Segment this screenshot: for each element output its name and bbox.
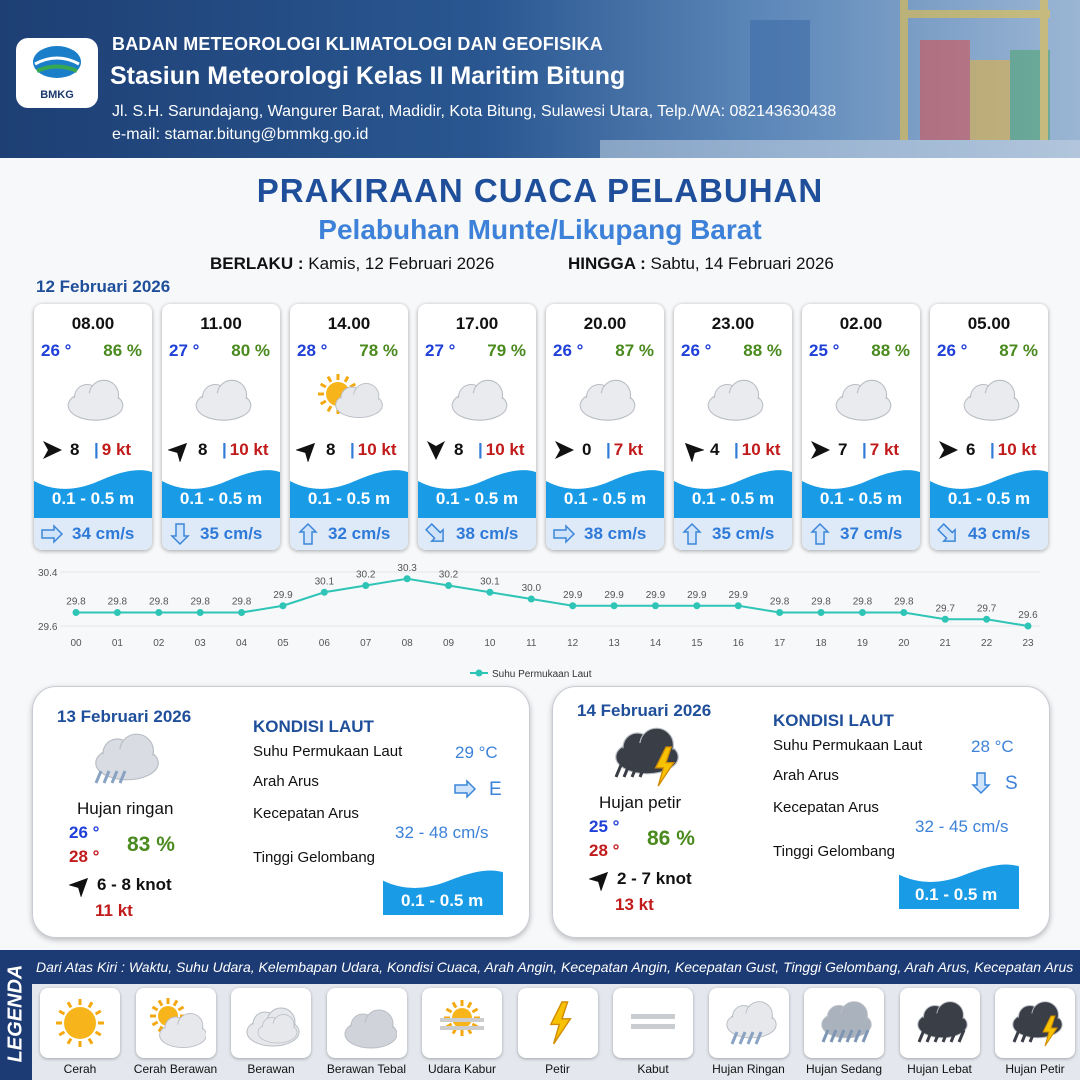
- data-label: 29.8: [231, 596, 252, 608]
- valid-from: [210, 254, 494, 274]
- forecast-card: [290, 304, 408, 550]
- air-temperature: 27 °: [425, 341, 456, 360]
- wave-height: 0.1 - 0.5 m: [563, 489, 647, 508]
- data-label: 29.8: [811, 596, 831, 608]
- gust-value: 10 kt: [229, 440, 269, 459]
- x-tick-label: 00: [70, 638, 82, 649]
- day-date: 13 Februari 2026: [57, 707, 192, 726]
- data-point: [611, 602, 618, 609]
- wind-speed: 6: [966, 440, 976, 459]
- legend-item: [804, 988, 884, 1076]
- wind-speed: 0: [582, 440, 592, 459]
- temp-max: 28 °: [589, 841, 620, 860]
- org-name: BADAN METEOROLOGI KLIMATOLOGI DAN GEOFISIKA: [112, 34, 603, 54]
- email: e-mail: stamar.bitung@bmmkg.go.id: [112, 126, 369, 143]
- current-direction-icon: [936, 522, 960, 546]
- data-point: [404, 575, 411, 582]
- overcast-cloud-icon: [440, 370, 514, 426]
- wind-direction-icon: [69, 873, 93, 902]
- legend-item: [995, 988, 1075, 1076]
- humidity: 86 %: [103, 341, 142, 360]
- wind-direction-icon: [680, 438, 704, 462]
- gust-speed: | 10 kt: [990, 440, 1037, 459]
- forecast-time: 20.00: [583, 314, 627, 333]
- legend-item-label: Petir: [545, 1062, 570, 1076]
- x-tick-label: 19: [856, 638, 868, 649]
- wind-direction-icon: [424, 438, 448, 462]
- current-direction-icon: [168, 522, 192, 546]
- lightning-icon: [518, 988, 598, 1058]
- cloudy-icon: [231, 988, 311, 1058]
- data-label: 30.1: [314, 576, 335, 588]
- air-temperature: 26 °: [681, 341, 712, 360]
- humidity: 88 %: [871, 341, 910, 360]
- x-tick-label: 16: [732, 638, 744, 649]
- wind-direction-icon: [40, 438, 64, 462]
- data-label: 29.9: [728, 589, 748, 601]
- daily-forecast-panel: [552, 686, 1050, 938]
- data-point: [197, 609, 204, 616]
- thunderstorm-icon: [995, 988, 1075, 1058]
- x-tick-label: 23: [1022, 638, 1034, 649]
- y-tick-label: 30.4: [38, 568, 58, 579]
- wind-direction-icon: [296, 438, 320, 462]
- data-label: 29.7: [935, 603, 955, 615]
- legend-item: [518, 988, 598, 1076]
- humidity: 80 %: [231, 341, 270, 360]
- sst-label: Suhu Permukaan Laut: [253, 743, 403, 760]
- sea-surface-temperature-chart: [30, 562, 1050, 682]
- gust-speed: | 10 kt: [478, 440, 525, 459]
- valid-from-label: BERLAKU :: [210, 254, 304, 273]
- current-direction-value: S: [1005, 773, 1018, 794]
- header-banner: [0, 0, 1080, 158]
- wave-height: 0.1 - 0.5 m: [947, 489, 1031, 508]
- day-date: 14 Februari 2026: [577, 701, 712, 720]
- wave-value: 0.1 - 0.5 m: [915, 885, 998, 904]
- legend-label: Suhu Permukaan Laut: [492, 669, 592, 680]
- wave-value: 0.1 - 0.5 m: [401, 891, 484, 910]
- current-direction-icon: [552, 522, 576, 546]
- data-label: 29.6: [1018, 610, 1038, 621]
- wind-speed: 8: [454, 440, 464, 459]
- data-label: 29.9: [687, 589, 707, 601]
- data-point: [818, 609, 825, 616]
- forecast-time: 05.00: [967, 314, 1011, 333]
- data-point: [693, 602, 700, 609]
- current-speed-label: Kecepatan Arus: [253, 805, 359, 822]
- current-direction-label: Arah Arus: [253, 773, 319, 790]
- sea-condition-heading: KONDISI LAUT: [253, 717, 374, 736]
- current-speed: 35 cm/s: [200, 524, 263, 543]
- x-tick-label: 14: [649, 638, 662, 649]
- gust-value: 7 kt: [869, 440, 900, 459]
- logo-text: BMKG: [40, 89, 74, 101]
- forecast-time: 02.00: [839, 314, 883, 333]
- legend-item-label: Hujan Ringan: [712, 1062, 785, 1076]
- data-point: [569, 602, 576, 609]
- temp-max: 28 °: [69, 847, 100, 866]
- forecast-card: [802, 304, 920, 550]
- legend-item: [327, 988, 407, 1076]
- forecast-date: 12 Februari 2026: [36, 277, 171, 296]
- overcast-icon: [327, 988, 407, 1058]
- legend-item: [709, 988, 789, 1076]
- legend-item-label: Cerah: [63, 1062, 97, 1076]
- gust-value: 10 kt: [741, 440, 781, 459]
- wind-range: 6 - 8 knot: [97, 875, 172, 894]
- legend-item-label: Kabut: [637, 1062, 669, 1076]
- data-point: [445, 582, 452, 589]
- data-point: [528, 596, 535, 603]
- haze-icon: [422, 988, 502, 1058]
- x-tick-label: 13: [608, 638, 620, 649]
- wind-speed: 7: [838, 440, 848, 459]
- sst-value: 28 °C: [971, 737, 1014, 756]
- wind-direction-icon: [808, 438, 832, 462]
- x-tick-label: 15: [691, 638, 703, 649]
- legend-description-bar: [32, 950, 1080, 984]
- data-point: [238, 609, 245, 616]
- overcast-cloud-icon: [696, 370, 770, 426]
- wind-speed: 8: [198, 440, 208, 459]
- x-tick-label: 09: [442, 638, 455, 649]
- data-label: 30.3: [397, 562, 417, 574]
- data-label: 29.9: [562, 589, 583, 601]
- x-tick-label: 01: [111, 638, 123, 649]
- overcast-cloud-icon: [184, 370, 258, 426]
- forecast-time: 14.00: [327, 314, 371, 333]
- data-point: [321, 589, 328, 596]
- gust-speed: | 9 kt: [94, 440, 132, 459]
- air-temperature: 27 °: [169, 341, 200, 360]
- humidity: 88 %: [743, 341, 782, 360]
- forecast-time: 17.00: [455, 314, 499, 333]
- gust-speed: | 7 kt: [862, 440, 900, 459]
- x-tick-label: 10: [484, 638, 496, 649]
- wind-speed: 8: [326, 440, 336, 459]
- wind-speed: 8: [70, 440, 80, 459]
- current-direction-icon: [680, 522, 704, 546]
- legend-item-label: Hujan Petir: [1005, 1062, 1065, 1076]
- data-label: 29.8: [852, 596, 873, 608]
- weather-condition: Hujan petir: [599, 793, 682, 812]
- sst-label: Suhu Permukaan Laut: [773, 737, 923, 754]
- current-speed: 38 cm/s: [584, 524, 647, 543]
- current-direction-arrow-icon: [969, 771, 993, 800]
- legend-item: [422, 988, 502, 1076]
- gust-speed: | 10 kt: [734, 440, 781, 459]
- data-point: [114, 609, 121, 616]
- gust-speed: | 7 kt: [606, 440, 644, 459]
- data-point: [1025, 623, 1032, 630]
- humidity: 87 %: [615, 341, 654, 360]
- wind-direction-icon: [589, 867, 613, 896]
- forecast-card: [34, 304, 152, 550]
- overcast-cloud-icon: [568, 370, 642, 426]
- light-rain-icon: [709, 988, 789, 1058]
- humidity: 87 %: [999, 341, 1038, 360]
- current-direction-icon: [424, 522, 448, 546]
- forecast-time: 23.00: [711, 314, 755, 333]
- temp-min: 25 °: [589, 817, 620, 836]
- wind-direction-icon: [552, 438, 576, 462]
- air-temperature: 26 °: [553, 341, 584, 360]
- temp-min: 26 °: [69, 823, 100, 842]
- current-speed: 32 cm/s: [328, 524, 391, 543]
- data-label: 29.7: [976, 603, 997, 615]
- gust-speed: | 10 kt: [350, 440, 397, 459]
- overcast-cloud-icon: [56, 370, 130, 426]
- legend-item: [613, 988, 693, 1076]
- forecast-card: [930, 304, 1048, 550]
- legend-item-label: Hujan Sedang: [805, 1062, 883, 1076]
- data-point: [73, 609, 80, 616]
- port-name: Pelabuhan Munte/Likupang Barat: [318, 214, 762, 245]
- valid-from-value: Kamis, 12 Februari 2026: [308, 254, 495, 273]
- x-tick-label: 08: [401, 638, 413, 649]
- data-label: 30.2: [356, 569, 376, 581]
- sst-value: 29 °C: [455, 743, 498, 762]
- data-label: 30.0: [521, 583, 542, 594]
- data-point: [859, 609, 866, 616]
- gust-value: 10 kt: [997, 440, 1037, 459]
- current-speed-label: Kecepatan Arus: [773, 799, 879, 816]
- air-temperature: 25 °: [809, 341, 840, 360]
- x-tick-label: 04: [236, 638, 248, 649]
- gust-value: 10 kt: [357, 440, 397, 459]
- data-point: [362, 582, 369, 589]
- data-point: [900, 609, 907, 616]
- data-label: 29.9: [645, 589, 666, 601]
- humidity: 79 %: [487, 341, 526, 360]
- sea-condition-heading: KONDISI LAUT: [773, 711, 894, 730]
- current-speed-value: 32 - 45 cm/s: [915, 817, 1009, 836]
- current-speed: 43 cm/s: [968, 524, 1031, 543]
- moderate-rain-icon: [804, 988, 884, 1058]
- wave-height: 0.1 - 0.5 m: [819, 489, 903, 508]
- forecast-card: [418, 304, 536, 550]
- x-tick-label: 07: [360, 638, 372, 649]
- heavy-rain-icon: [900, 988, 980, 1058]
- data-point: [155, 609, 162, 616]
- x-tick-label: 21: [939, 638, 951, 649]
- address: Jl. S.H. Sarundajang, Wangurer Barat, Madidir, Kota Bitung, Sulawesi Utara, Telp./WA: 082143630438: [112, 103, 837, 120]
- current-speed-value: 32 - 48 cm/s: [395, 823, 489, 842]
- x-tick-label: 12: [567, 638, 579, 649]
- data-label: 30.1: [480, 576, 500, 588]
- data-label: 29.8: [190, 596, 210, 608]
- data-point: [652, 602, 659, 609]
- x-tick-label: 06: [318, 638, 330, 649]
- legend-marker: [476, 670, 483, 677]
- series-line: [76, 579, 1028, 626]
- data-label: 29.8: [107, 596, 128, 608]
- data-label: 29.8: [66, 596, 86, 608]
- x-tick-label: 17: [774, 638, 786, 649]
- data-label: 29.9: [273, 589, 293, 601]
- data-point: [279, 602, 286, 609]
- forecast-card: [674, 304, 792, 550]
- data-point: [776, 609, 783, 616]
- legend-description: Dari Atas Kiri : Waktu, Suhu Udara, Kelembapan Udara, Kondisi Cuaca, Arah Angin, Kecepatan Angin, Kecepatan Gust, Tinggi Gelombang, Arah Arus, Kecepatan Arus: [36, 959, 1074, 975]
- wave-height: 0.1 - 0.5 m: [435, 489, 519, 508]
- valid-to-label: HINGGA :: [568, 254, 646, 273]
- current-direction-value: E: [489, 779, 502, 800]
- current-speed: 34 cm/s: [72, 524, 135, 543]
- partly-cloudy-icon: [312, 370, 386, 426]
- current-direction-icon: [808, 522, 832, 546]
- valid-to-value: Sabtu, 14 Februari 2026: [650, 254, 834, 273]
- x-tick-label: 11: [526, 638, 537, 649]
- legend-item: [900, 988, 980, 1076]
- current-speed: 35 cm/s: [712, 524, 775, 543]
- forecast-time: 11.00: [200, 314, 242, 333]
- station-name: Stasiun Meteorologi Kelas II Maritim Bitung: [110, 62, 626, 90]
- wind-range: 2 - 7 knot: [617, 869, 692, 888]
- valid-to: [568, 254, 834, 274]
- legend-item-label: Berawan: [247, 1062, 295, 1076]
- light-rain-icon: [87, 727, 167, 802]
- data-point: [942, 616, 949, 623]
- gust-value: 9 kt: [101, 440, 132, 459]
- legend-item-label: Hujan Lebat: [907, 1062, 972, 1076]
- data-point: [486, 589, 493, 596]
- wind-speed: 4: [710, 440, 720, 459]
- air-temperature: 26 °: [937, 341, 968, 360]
- legend-item-label: Berawan Tebal: [326, 1062, 407, 1076]
- bmkg-logo: [16, 38, 98, 108]
- data-point: [735, 602, 742, 609]
- gust-speed: | 10 kt: [222, 440, 269, 459]
- x-tick-label: 02: [153, 638, 165, 649]
- gust-value: 7 kt: [613, 440, 644, 459]
- humidity: 78 %: [359, 341, 398, 360]
- legend-item-label: Udara Kabur: [427, 1062, 497, 1076]
- weather-condition: Hujan ringan: [77, 799, 174, 818]
- current-speed: 38 cm/s: [456, 524, 519, 543]
- legend-side: [0, 950, 32, 1080]
- partly-cloudy-icon: [136, 988, 216, 1058]
- x-tick-label: 18: [815, 638, 827, 649]
- x-tick-label: 03: [194, 638, 206, 649]
- wave-label: Tinggi Gelombang: [773, 843, 896, 860]
- day-gust: 11 kt: [95, 901, 133, 920]
- legend-item: [133, 988, 218, 1076]
- day-humidity: 83 %: [127, 833, 175, 856]
- wave-height: 0.1 - 0.5 m: [179, 489, 263, 508]
- wave-height: 0.1 - 0.5 m: [51, 489, 135, 508]
- x-tick-label: 05: [277, 638, 289, 649]
- port-illustration: [600, 0, 1080, 158]
- forecast-card: [162, 304, 280, 550]
- data-label: 29.9: [604, 589, 624, 601]
- legend-item: [40, 988, 120, 1076]
- current-direction-arrow-icon: [453, 777, 477, 806]
- x-tick-label: 22: [981, 638, 993, 649]
- air-temperature: 26 °: [41, 341, 72, 360]
- daily-forecast-panel: [32, 686, 530, 938]
- current-direction-label: Arah Arus: [773, 767, 839, 784]
- wave-height: 0.1 - 0.5 m: [691, 489, 775, 508]
- wind-direction-icon: [936, 438, 960, 462]
- overcast-cloud-icon: [952, 370, 1026, 426]
- data-label: 29.8: [894, 596, 914, 608]
- current-direction-icon: [40, 522, 64, 546]
- data-label: 29.8: [149, 596, 169, 608]
- overcast-cloud-icon: [824, 370, 898, 426]
- wind-direction-icon: [168, 438, 192, 462]
- legend-item: [231, 988, 311, 1076]
- y-tick-label: 29.6: [38, 622, 58, 633]
- x-tick-label: 20: [898, 638, 910, 649]
- air-temperature: 28 °: [297, 341, 328, 360]
- wave-height: 0.1 - 0.5 m: [307, 489, 391, 508]
- page-title: PRAKIRAAN CUACA PELABUHAN: [256, 172, 824, 209]
- legend-item-label: Cerah Berawan: [133, 1062, 218, 1076]
- forecast-time: 08.00: [71, 314, 115, 333]
- day-gust: 13 kt: [615, 895, 654, 914]
- day-humidity: 86 %: [647, 827, 695, 850]
- current-speed: 37 cm/s: [840, 524, 903, 543]
- legend-panel: [0, 950, 1080, 1080]
- legend-title: LEGENDA: [4, 964, 27, 1063]
- data-point: [983, 616, 990, 623]
- forecast-card: [546, 304, 664, 550]
- sunny-icon: [40, 988, 120, 1058]
- thunderstorm-icon: [607, 721, 687, 796]
- fog-icon: [613, 988, 693, 1058]
- gust-value: 10 kt: [485, 440, 525, 459]
- wave-label: Tinggi Gelombang: [253, 849, 376, 866]
- current-direction-icon: [296, 522, 320, 546]
- data-label: 30.2: [438, 569, 459, 581]
- data-label: 29.8: [769, 596, 790, 608]
